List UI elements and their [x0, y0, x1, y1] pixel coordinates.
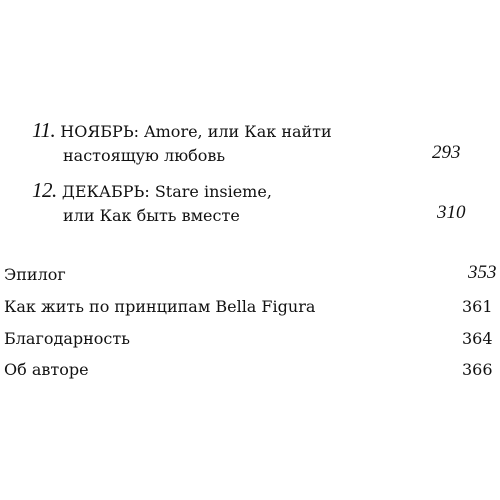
toc-section-about-author [4, 357, 89, 383]
toc-chapter-11-line-1 [32, 117, 332, 145]
section-epilogue-page-number: 353 [468, 262, 497, 283]
section-title: Эпилог [4, 265, 66, 284]
section-title: Как жить по принципам Bella Figura [4, 297, 316, 316]
chapter-month: ДЕКАБРЬ: [61, 182, 150, 201]
chapter-12-page-number: 310 [437, 202, 466, 223]
chapter-number: 12. [32, 178, 57, 202]
toc-section-acknowledgements [4, 326, 130, 352]
chapter-11-page-number: 293 [432, 142, 461, 163]
section-bella-figura-page-number: 361 [462, 297, 493, 316]
toc-chapter-12-line-2 [63, 203, 240, 229]
chapter-title-line-1: Stare insieme, [154, 182, 272, 201]
section-about-author-page-number: 366 [462, 360, 493, 379]
chapter-number: 11. [32, 118, 56, 142]
section-title: Об авторе [4, 360, 89, 379]
section-acknowledgements-page-number: 364 [462, 329, 493, 348]
toc-section-bella-figura [4, 294, 315, 320]
toc-section-epilogue [4, 262, 66, 288]
chapter-title-line-2: или Как быть вместе [63, 206, 240, 225]
chapter-title-line-2: настоящую любовь [63, 146, 226, 165]
chapter-title-line-1: Amore, или Как найти [144, 122, 332, 141]
toc-chapter-12-line-1 [32, 177, 272, 205]
section-title: Благодарность [4, 329, 130, 348]
chapter-month: НОЯБРЬ: [60, 122, 139, 141]
toc-chapter-11-line-2 [63, 143, 225, 169]
